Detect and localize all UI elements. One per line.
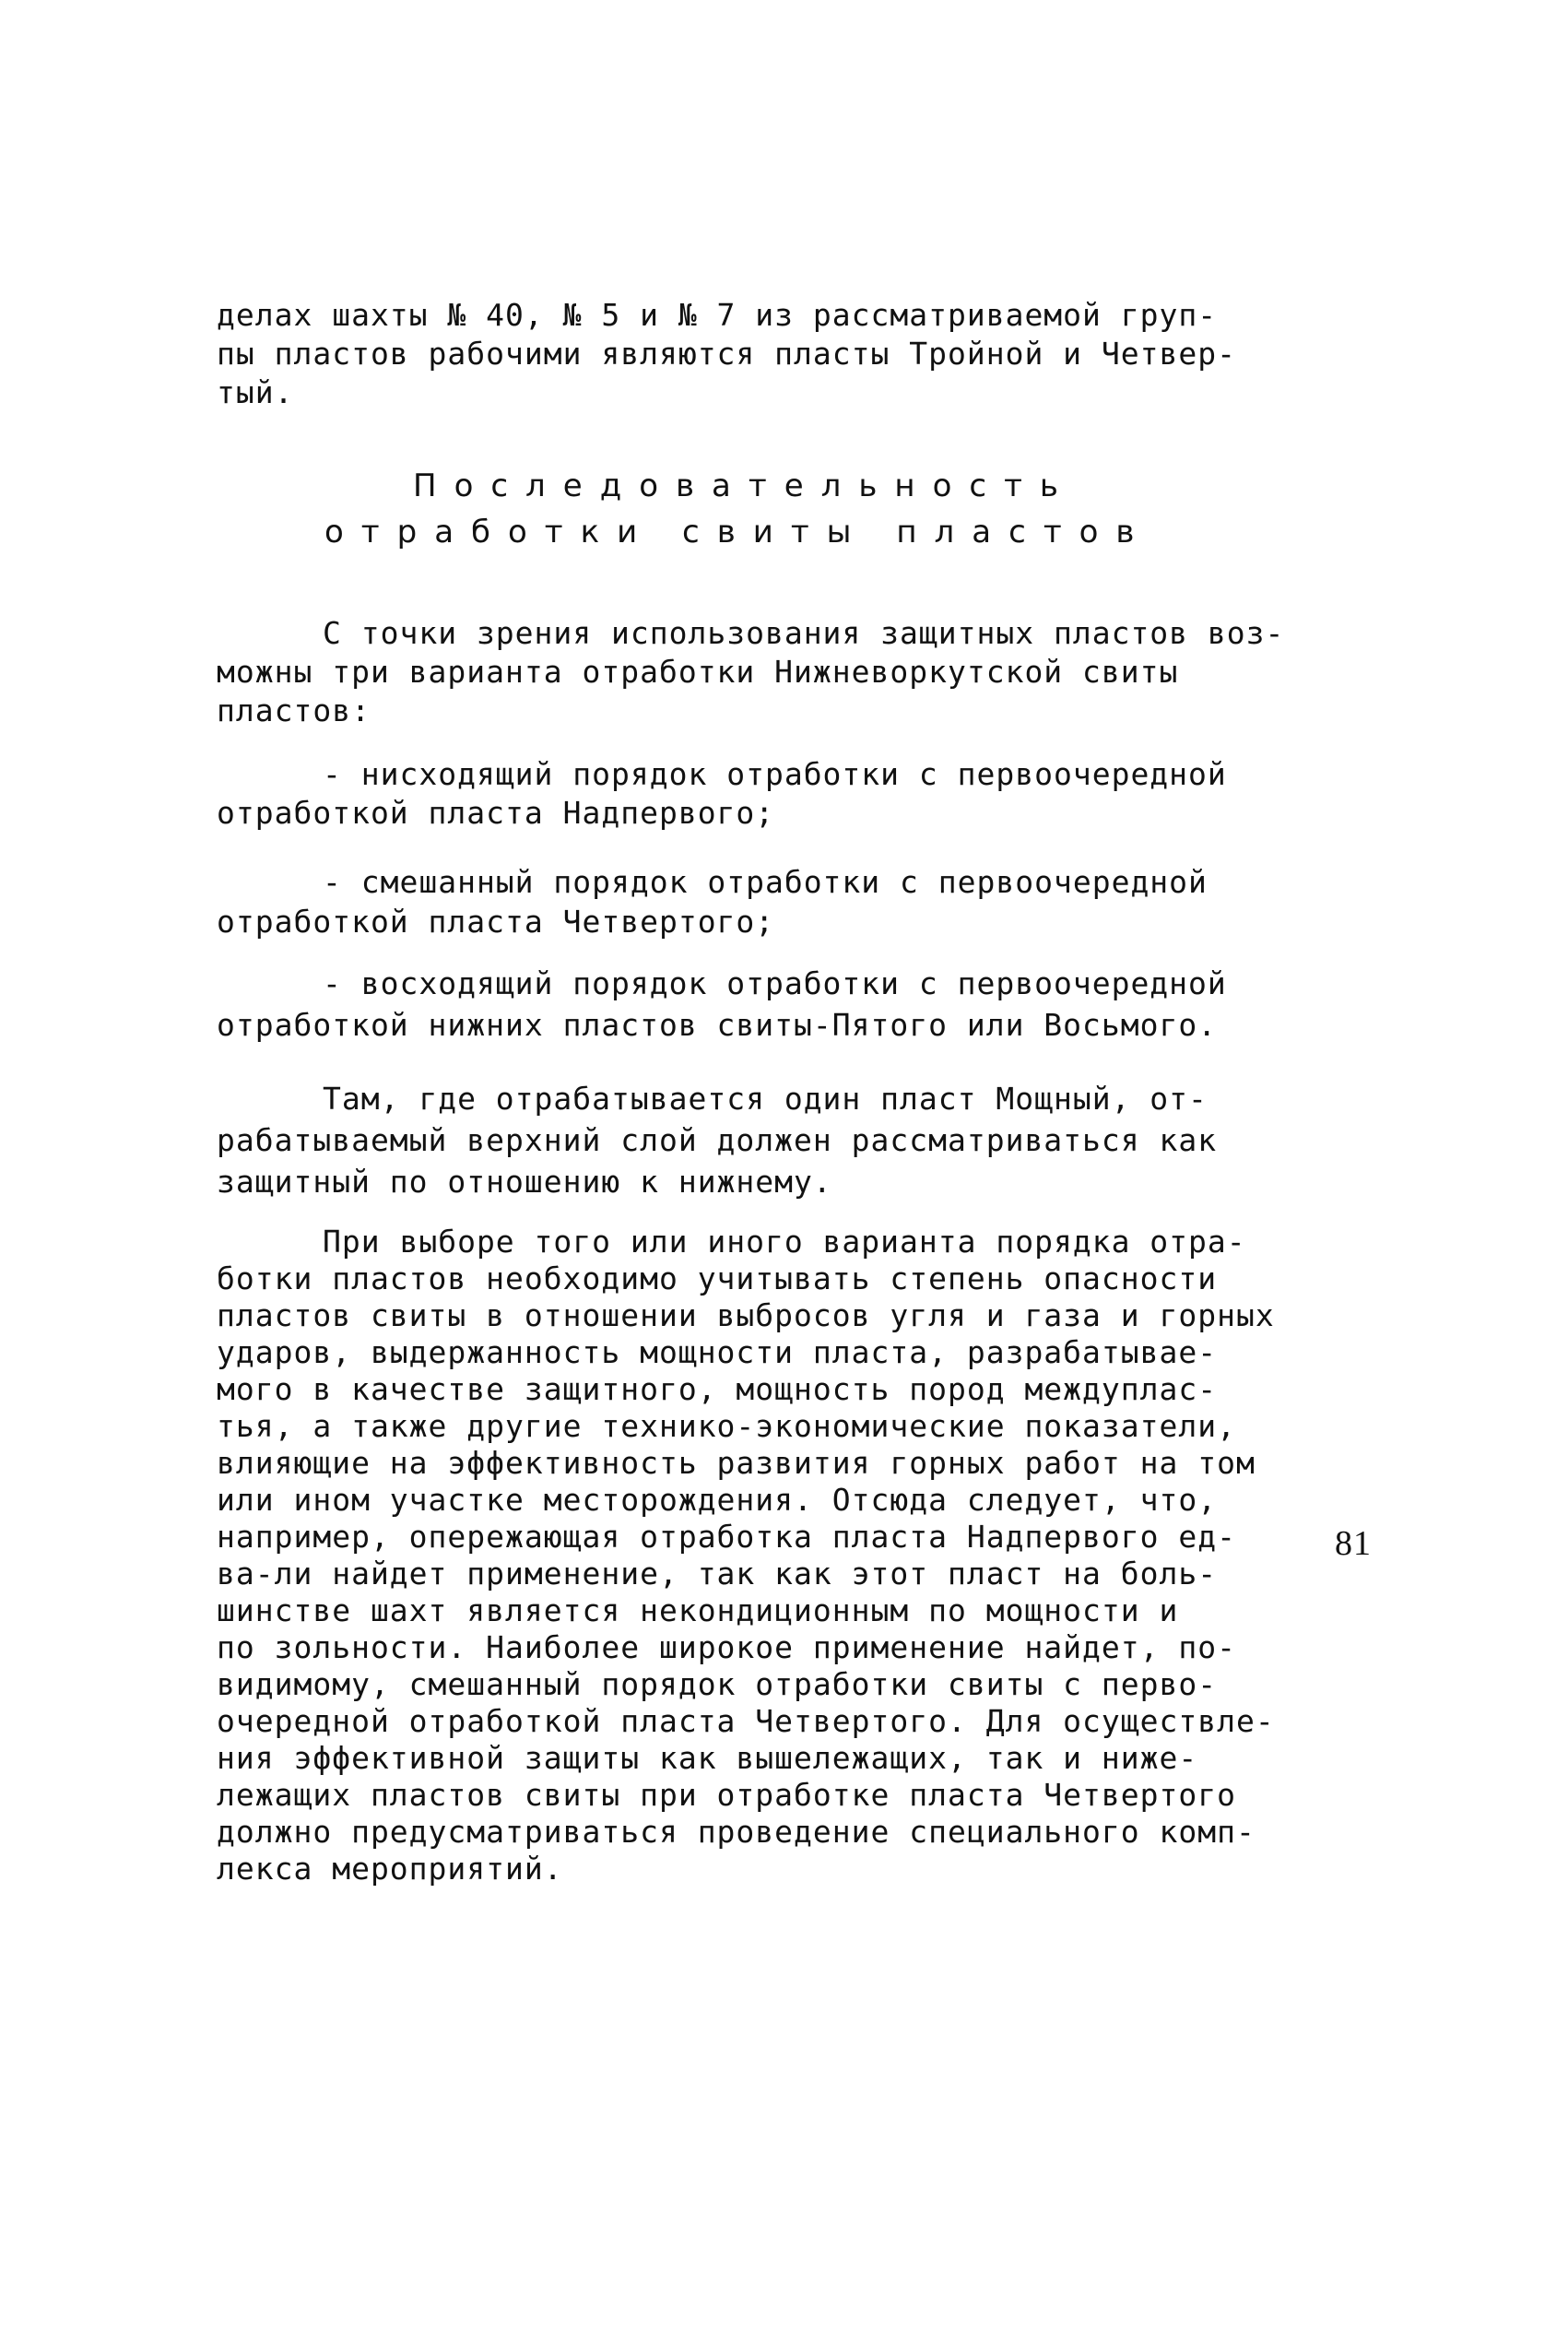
paragraph-line: или ином участке месторождения. Отсюда следует, что, — [217, 1482, 1218, 1518]
paragraph-line: тья, а также другие технико-экономические показатели, — [217, 1408, 1236, 1444]
list-item-line: - нисходящий порядок отработки с первоочередной — [323, 756, 1227, 792]
paragraph-line: рабатываемый верхний слой должен рассматриваться как — [217, 1122, 1218, 1158]
paragraph-line: ботки пластов необходимо учитывать степень опасности — [217, 1260, 1218, 1296]
paragraph-line: очередной отработкой пласта Четвертого. Для осуществле- — [217, 1703, 1275, 1739]
text-line: делах шахты № 40, № 5 и № 7 из рассматриваемой груп- — [217, 297, 1218, 333]
list-item-line: отработкой пласта Надпервого; — [217, 795, 775, 831]
list-item-line: - смешанный порядок отработки с первоочередной — [323, 864, 1208, 900]
text-line: тый. — [217, 374, 294, 410]
paragraph-line: можны три варианта отработки Нижневоркутской свиты — [217, 654, 1179, 690]
paragraph-line: При выборе того или иного варианта порядка отра- — [323, 1224, 1246, 1260]
paragraph-line: мого в качестве защитного, мощность пород междуплас- — [217, 1371, 1218, 1407]
paragraph-line: должно предусматриваться проведение специального комп- — [217, 1814, 1256, 1850]
paragraph-line: лежащих пластов свиты при отработке пласта Четвертого — [217, 1777, 1236, 1813]
paragraph-line: лекса мероприятий. — [217, 1851, 563, 1887]
paragraph-line: С точки зрения использования защитных пластов воз- — [323, 615, 1285, 651]
paragraph-line: ударов, выдержанность мощности пласта, разрабатывае- — [217, 1334, 1218, 1370]
page-number: 81 — [1335, 1524, 1372, 1563]
paragraph-line: по зольности. Наиболее широкое применение найдет, по- — [217, 1629, 1236, 1665]
paragraph-line: шинстве шахт является некондиционным по мощности и — [217, 1592, 1179, 1628]
paragraph-line: видимому, смешанный порядок отработки свиты с перво- — [217, 1666, 1218, 1702]
paragraph-line: защитный по отношению к нижнему. — [217, 1164, 832, 1200]
section-title-line-1: Последовательность — [413, 467, 1076, 504]
paragraph-line: влияющие на эффективность развития горных работ на том — [217, 1445, 1256, 1481]
paragraph-line: пластов свиты в отношении выбросов угля и газа и горных — [217, 1297, 1275, 1333]
paragraph-line: Там, где отрабатывается один пласт Мощный, от- — [323, 1081, 1208, 1117]
paragraph-line: ния эффективной защиты как вышележащих, так и ниже- — [217, 1740, 1198, 1776]
section-title-line-2: отработки свиты пластов — [324, 514, 1152, 550]
paragraph-line: пластов: — [217, 692, 371, 728]
text-line: пы пластов рабочими являются пласты Тройной и Четвер- — [217, 336, 1236, 372]
list-item-line: отработкой нижних пластов свиты-Пятого или Восьмого. — [217, 1007, 1218, 1043]
paragraph-line: например, опережающая отработка пласта Надпервого ед- — [217, 1519, 1236, 1555]
paragraph-line: ва-ли найдет применение, так как этот пласт на боль- — [217, 1556, 1218, 1591]
list-item-line: - восходящий порядок отработки с первоочередной — [323, 965, 1227, 1001]
list-item-line: отработкой пласта Четвертого; — [217, 904, 775, 940]
